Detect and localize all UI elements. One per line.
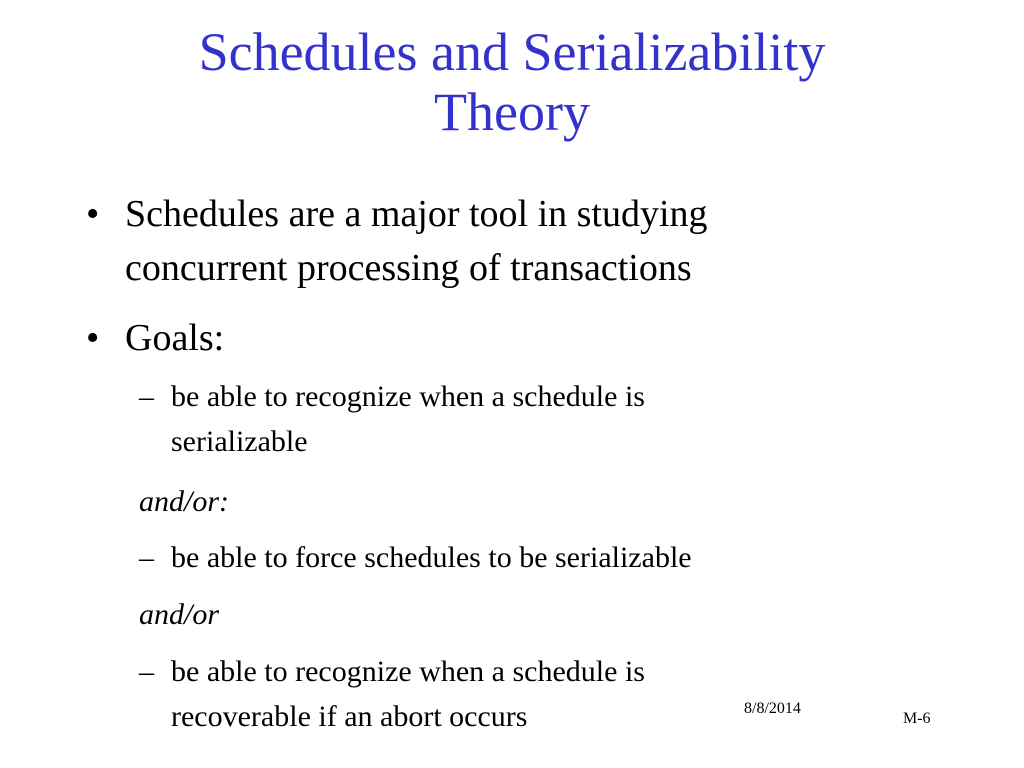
slide-number: M-6 — [903, 710, 931, 727]
bullet-marker: • — [86, 193, 100, 235]
sub-bullet-line: be able to recognize when a schedule is — [171, 655, 645, 688]
bullet-marker: • — [86, 317, 100, 359]
bullet-line: Goals: — [125, 317, 225, 359]
sub-bullet-item — [171, 649, 645, 739]
slide-title-line: Theory — [434, 82, 590, 142]
sub-bullet-line: serializable — [171, 425, 308, 458]
footer-date: 8/8/2014 — [744, 700, 801, 717]
sub-bullet-item — [171, 535, 692, 580]
sub-bullet-marker: – — [139, 655, 154, 688]
bullet-item — [125, 187, 708, 295]
sub-bullet-line: be able to force schedules to be serializable — [171, 541, 692, 574]
bullet-line: concurrent processing of transactions — [125, 247, 692, 289]
bullet-line: Schedules are a major tool in studying — [125, 193, 708, 235]
sub-bullet-item — [171, 374, 645, 464]
sub-bullet-line: recoverable if an abort occurs — [171, 700, 528, 733]
conjunction-text: and/or — [139, 598, 220, 631]
sub-bullet-line: be able to recognize when a schedule is — [171, 380, 645, 413]
conjunction-text: and/or: — [139, 485, 229, 518]
slide-title-line: Schedules and Serializability — [198, 22, 826, 82]
sub-bullet-marker: – — [139, 380, 154, 413]
sub-bullet-marker: – — [139, 541, 154, 574]
bullet-item — [125, 311, 224, 365]
